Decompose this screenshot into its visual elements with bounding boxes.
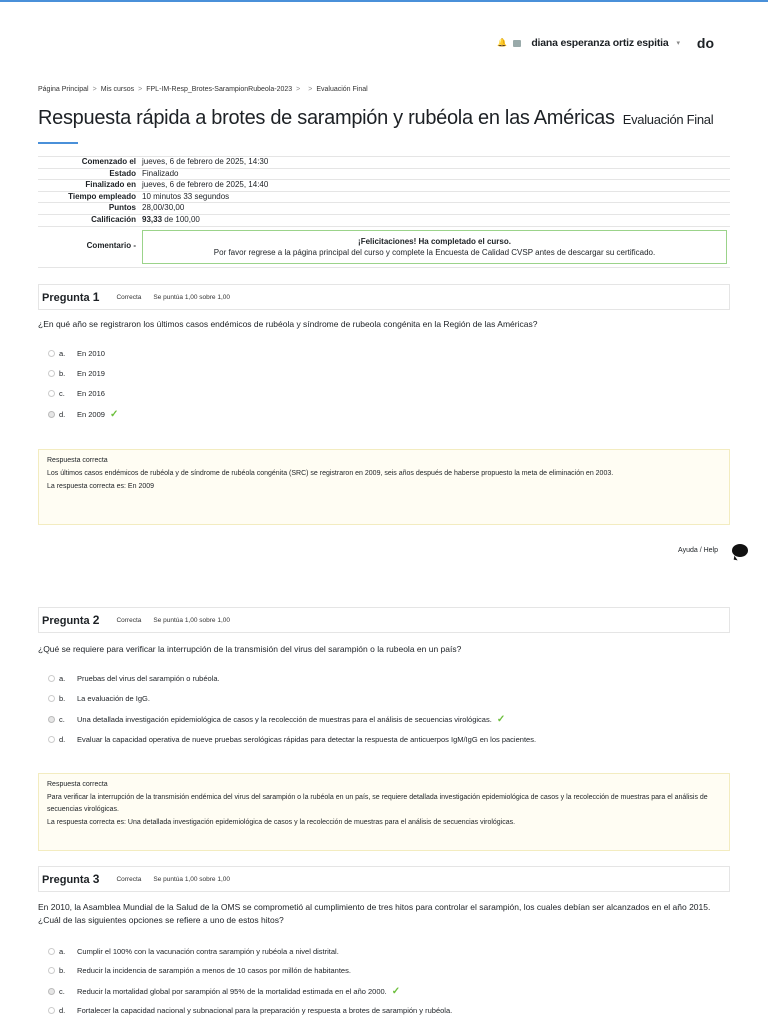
messages-icon[interactable] <box>513 40 521 47</box>
option-text: Una detallada investigación epidemiológica de casos y la recolección de muestras para el análisis de secuencias virológicas. <box>77 715 492 724</box>
correct-check-icon: ✓ <box>496 714 506 725</box>
chevron-right-icon: > <box>308 86 313 93</box>
question-grade: Se puntúa 1,00 sobre 1,00 <box>153 293 230 301</box>
option-letter: a. <box>59 349 66 358</box>
question-number-value: 1 <box>92 290 100 304</box>
feedback-right-answer: La respuesta correcta es: Una detallada investigación epidemiológica de casos y la recolección de muestras para el análisis de secuencias virológicas. <box>47 819 516 826</box>
option-letter: a. <box>59 674 66 683</box>
help-label[interactable]: Ayuda / Help <box>678 547 718 554</box>
option-letter: d. <box>59 735 66 744</box>
summary-value: 28,00/30,00 <box>139 203 730 215</box>
quiz-name: Evaluación Final <box>622 112 714 127</box>
summary-row <box>38 157 730 169</box>
summary-value: Finalizado <box>139 168 730 180</box>
attempt-summary-table <box>38 156 730 268</box>
avatar[interactable]: do <box>696 35 714 51</box>
course-title: Respuesta rápida a brotes de sarampión y rubéola en las Américas <box>38 107 615 129</box>
correct-check-icon: ✓ <box>109 409 119 420</box>
summary-row <box>38 168 730 180</box>
summary-row <box>38 180 730 192</box>
option-text: Cumplir el 100% con la vacunación contra sarampión y rubéola a nivel distrital. <box>77 947 339 956</box>
chevron-down-icon[interactable]: ▾ <box>676 40 680 47</box>
option-text: Evaluar la capacidad operativa de nueve pruebas serológicas rápidas para detectar la respuesta de anticuerpos IgM/IgG en los pacientes. <box>77 735 537 744</box>
option-text: Reducir la incidencia de sarampión a menos de 10 casos por millón de habitantes. <box>77 966 351 975</box>
radio-button-checked[interactable] <box>48 988 55 995</box>
feedback-text: Los últimos casos endémicos de rubéola y de síndrome de rubéola congénita (SRC) se registraron en 2009, seis años después de haberse propuesto la meta de eliminación en 2003. <box>47 470 614 477</box>
question-number-value: 2 <box>92 613 100 627</box>
radio-button-checked[interactable] <box>48 716 55 723</box>
breadcrumb <box>38 86 368 93</box>
summary-row <box>38 214 730 226</box>
answer-option-selected[interactable] <box>48 986 400 997</box>
answer-option-selected[interactable] <box>48 409 118 420</box>
feedback-headline: ¡Felicitaciones! Ha completado el curso. <box>358 236 511 246</box>
option-letter: c. <box>59 987 65 996</box>
question-number-value: 3 <box>92 872 100 886</box>
feedback-title: Respuesta correcta <box>47 781 108 788</box>
option-letter: d. <box>59 1006 66 1015</box>
answer-option[interactable] <box>48 674 220 683</box>
option-text: En 2019 <box>77 369 105 378</box>
summary-label: Comenzado el <box>38 157 139 169</box>
option-text: En 2009 <box>77 410 105 419</box>
chevron-right-icon: > <box>92 86 97 93</box>
summary-label: Tiempo empleado <box>38 191 139 203</box>
question-number <box>42 613 99 627</box>
option-text: Pruebas del virus del sarampión o rubéola. <box>77 674 220 683</box>
option-letter: d. <box>59 410 66 419</box>
summary-row <box>38 191 730 203</box>
grade-max: de 100,00 <box>162 214 200 224</box>
question-label: Pregunta <box>42 874 90 886</box>
answer-option[interactable] <box>48 947 339 956</box>
radio-button[interactable] <box>48 1007 55 1014</box>
question-grade: Se puntúa 1,00 sobre 1,00 <box>153 616 230 624</box>
answer-option[interactable] <box>48 694 150 703</box>
user-menu[interactable] <box>497 37 680 49</box>
radio-button[interactable] <box>48 370 55 377</box>
answer-option-selected[interactable] <box>48 714 505 725</box>
summary-row-comment <box>38 226 730 267</box>
question-info-1 <box>38 284 730 310</box>
option-letter: b. <box>59 966 66 975</box>
chevron-right-icon: > <box>138 86 143 93</box>
question-state: Correcta <box>116 875 142 883</box>
radio-button[interactable] <box>48 350 55 357</box>
summary-row <box>38 203 730 215</box>
summary-label: Finalizado en <box>38 180 139 192</box>
question-text: ¿En qué año se registraron los últimos casos endémicos de rubéola y síndrome de rubeola congénita en la Región de las Américas? <box>38 319 538 329</box>
feedback-right-answer: La respuesta correcta es: En 2009 <box>47 483 155 490</box>
notification-bell-icon[interactable]: 🔔 <box>497 38 508 47</box>
question-info-2 <box>38 607 730 633</box>
option-letter: a. <box>59 947 66 956</box>
option-letter: b. <box>59 369 66 378</box>
breadcrumb-home[interactable]: Página Principal <box>38 86 89 93</box>
summary-value <box>139 214 730 226</box>
breadcrumb-quiz[interactable]: Evaluación Final <box>316 86 368 93</box>
feedback-title: Respuesta correcta <box>47 457 108 464</box>
question-text: En 2010, la Asamblea Mundial de la Salud de la OMS se comprometió al cumplimiento de tres hitos para controlar el sarampión, los cuales debían ser alcanzados en el año 2015. ¿Cuál de las siguientes opciones se refiere a uno de estos hitos? <box>38 902 711 925</box>
top-navbar <box>0 0 768 58</box>
overall-feedback-box <box>142 230 727 264</box>
option-text: Fortalecer la capacidad nacional y subnacional para la preparación y respuesta a brotes de sarampión y rubéola. <box>77 1006 453 1015</box>
answer-option[interactable] <box>48 349 105 358</box>
answer-option[interactable] <box>48 966 351 975</box>
option-text: La evaluación de IgG. <box>77 694 150 703</box>
question-state: Correcta <box>116 616 142 624</box>
help-link[interactable] <box>678 544 748 557</box>
question-number <box>42 290 99 304</box>
answer-option[interactable] <box>48 369 105 378</box>
summary-label: Puntos <box>38 203 139 215</box>
title-underline <box>38 142 78 144</box>
grade-value: 93,33 <box>142 214 163 224</box>
chevron-right-icon: > <box>296 86 301 93</box>
breadcrumb-my-courses[interactable]: Mis cursos <box>100 86 135 93</box>
user-name[interactable]: diana esperanza ortiz espitia <box>531 37 669 49</box>
radio-button[interactable] <box>48 948 55 955</box>
summary-value: 10 minutos 33 segundos <box>139 191 730 203</box>
radio-button[interactable] <box>48 675 55 682</box>
answer-option[interactable] <box>48 735 536 744</box>
radio-button-checked[interactable] <box>48 411 55 418</box>
chat-bubble-icon[interactable] <box>732 544 748 557</box>
question-feedback-1 <box>38 449 730 525</box>
option-letter: b. <box>59 694 66 703</box>
summary-label: Comentario - <box>38 226 139 267</box>
option-letter: c. <box>59 715 65 724</box>
summary-value: jueves, 6 de febrero de 2025, 14:30 <box>139 157 730 169</box>
answer-option[interactable] <box>48 389 105 398</box>
answer-option[interactable] <box>48 1006 452 1015</box>
question-state: Correcta <box>116 293 142 301</box>
correct-check-icon: ✓ <box>391 986 401 997</box>
question-feedback-2 <box>38 773 730 851</box>
option-text: En 2016 <box>77 389 105 398</box>
question-label: Pregunta <box>42 292 90 304</box>
question-label: Pregunta <box>42 615 90 627</box>
option-text: Reducir la mortalidad global por sarampión al 95% de la mortalidad estimada en el año 2000. <box>77 987 387 996</box>
feedback-text: Para verificar la interrupción de la transmisión endémica del virus del sarampión o la rubéola en un país, se requiere detallada investigación epidemiológica de casos y la recolección de muestras para el análisis de secuencias virológicas. <box>47 794 708 813</box>
summary-label: Calificación <box>38 214 139 226</box>
question-number <box>42 872 99 886</box>
summary-value <box>139 226 730 267</box>
question-info-3 <box>38 866 730 892</box>
radio-button[interactable] <box>48 695 55 702</box>
summary-value: jueves, 6 de febrero de 2025, 14:40 <box>139 180 730 192</box>
radio-button[interactable] <box>48 967 55 974</box>
feedback-body: Por favor regrese a la página principal del curso y complete la Encuesta de Calidad CVSP antes de descargar su certificado. <box>213 247 656 257</box>
breadcrumb-course[interactable]: FPL-IM-Resp_Brotes-SarampionRubeola-2023 <box>146 86 293 93</box>
summary-label: Estado <box>38 168 139 180</box>
radio-button[interactable] <box>48 390 55 397</box>
question-text: ¿Qué se requiere para verificar la interrupción de la transmisión del virus del sarampión o la rubeola en un país? <box>38 644 462 654</box>
option-text: En 2010 <box>77 349 105 358</box>
page-title <box>38 107 713 130</box>
radio-button[interactable] <box>48 736 55 743</box>
option-letter: c. <box>59 389 65 398</box>
question-grade: Se puntúa 1,00 sobre 1,00 <box>153 875 230 883</box>
